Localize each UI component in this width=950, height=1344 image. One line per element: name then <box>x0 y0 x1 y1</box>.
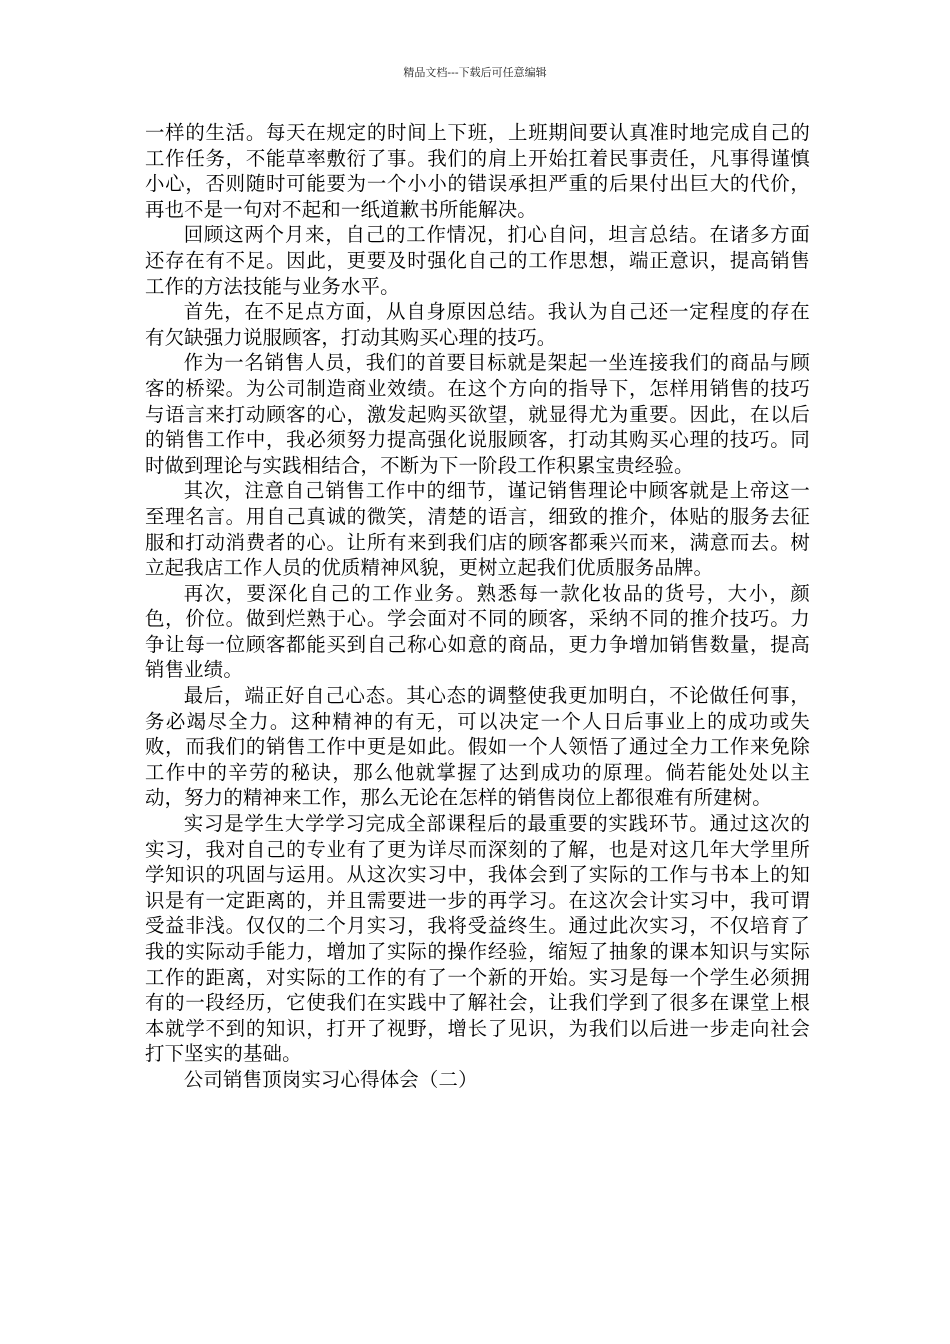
paragraph: 回顾这两个月来，自己的工作情况，扪心自问，坦言总结。在诸多方面还存在有不足。因此，更要及时强化自己的工作思想，端正意识，提高销售工作的方法技能与业务水平。 <box>145 223 810 298</box>
paragraph: 最后，端正好自己心态。其心态的调整使我更加明白，不论做任何事，务必竭尽全力。这种精神的有无，可以决定一个人日后事业上的成功或失败，而我们的销售工作中更是如此。假如一个人领悟了通过全力工作来免除工作中的辛劳的秘诀，那么他就掌握了达到成功的原理。倘若能处处以主动，努力的精神来工作，那么无论在怎样的销售岗位上都很难有所建树。 <box>145 684 810 810</box>
paragraph: 一样的生活。每天在规定的时间上下班，上班期间要认真准时地完成自己的工作任务，不能草率敷衍了事。我们的肩上开始扛着民事责任，凡事得谨慎小心，否则随时可能要为一个小小的错误承担严重的后果付出巨大的代价，再也不是一句对不起和一纸道歉书所能解决。 <box>145 121 810 221</box>
paragraph: 其次，注意自己销售工作中的细节，谨记销售理论中顾客就是上帝这一至理名言。用自己真诚的微笑，清楚的语言，细致的推介，体贴的服务去征服和打动消费者的心。让所有来到我们店的顾客都乘兴而来，满意而去。树立起我店工作人员的优质精神风貌，更树立起我们优质服务品牌。 <box>145 479 810 580</box>
page-header: 精品文档---下载后可任意编辑 <box>403 66 547 79</box>
paragraph: 实习是学生大学学习完成全部课程后的最重要的实践环节。通过这次的实习，我对自己的专业有了更为详尽而深刻的了解，也是对这几年大学里所学知识的巩固与运用。从这次实习中，我体会到了实际的工作与书本上的知识是有一定距离的，并且需要进一步的再学习。在这次会计实习中，我可谓受益非浅。仅仅的二个月实习，我将受益终生。通过此次实习，不仅培育了我的实际动手能力，增加了实际的操作经验，缩短了抽象的课本知识与实际工作的距离，对实际的工作的有了一个新的开始。实习是每一个学生必须拥有的一段经历，它使我们在实践中了解社会，让我们学到了很多在课堂上根本就学不到的知识，打开了视野，增长了见识，为我们以后进一步走向社会打下坚实的基础。 <box>145 812 810 1066</box>
document-body <box>145 120 810 1093</box>
section-heading: 公司销售顶岗实习心得体会（二） <box>183 1067 478 1091</box>
paragraph: 再次，要深化自己的工作业务。熟悉每一款化妆品的货号，大小，颜色，价位。做到烂熟于心。学会面对不同的顾客，采纳不同的推介技巧。力争让每一位顾客都能买到自己称心如意的商品，更力争增加销售数量，提高销售业绩。 <box>145 581 810 682</box>
paragraph: 作为一名销售人员，我们的首要目标就是架起一坐连接我们的商品与顾客的桥梁。为公司制造商业效绩。在这个方向的指导下，怎样用销售的技巧与语言来打动顾客的心，激发起购买欲望，就显得尤为重要。因此，在以后的销售工作中，我必须努力提高强化说服顾客，打动其购买心理的技巧。同时做到理论与实践相结合，不断为下一阶段工作积累宝贵经验。 <box>145 351 810 477</box>
paragraph: 首先，在不足点方面，从自身原因总结。我认为自己还一定程度的存在有欠缺强力说服顾客，打动其购买心理的技巧。 <box>145 300 810 349</box>
